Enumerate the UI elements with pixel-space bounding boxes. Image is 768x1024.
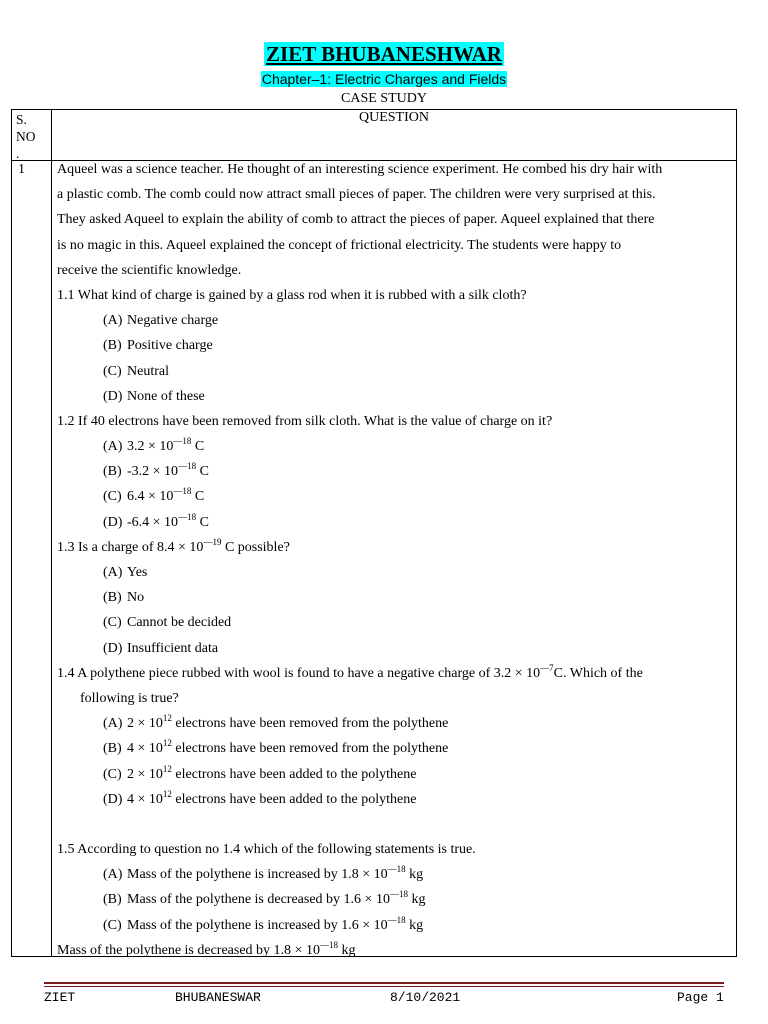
question-1-5: 1.5 According to question no 1.4 which of the following statements is true. [57, 842, 476, 858]
option: (B) $4 \times 10^{12}$ electrons have been removed from the polythene [103, 738, 449, 757]
question-table [11, 109, 737, 957]
column-divider [51, 110, 52, 956]
passage-line: Aqueel was a science teacher. He thought of an interesting science experiment. He combed his dry hair with [57, 162, 663, 177]
spacer [57, 812, 730, 837]
footer-rule [44, 986, 724, 987]
option: (B) Positive charge [103, 338, 213, 354]
option: (A) Mass of the polythene is increased by $1.8 \times 10^{—18}$ kg [103, 864, 424, 883]
row-number: 1 [18, 162, 25, 177]
option: (B) $-3.2 \times 10^{—18}$ C [103, 461, 209, 480]
option: (D) $-6.4 \times 10^{—18}$ C [103, 511, 209, 530]
option: (C) Mass of the polythene is increased by $1.6 \times 10^{—18}$ kg [103, 914, 424, 933]
question-header: QUESTION [359, 110, 429, 125]
question-1-1: 1.1 What kind of charge is gained by a glass rod when it is rubbed with a silk cloth? [57, 287, 527, 303]
option: (D) Insufficient data [103, 640, 219, 656]
case-study-heading: CASE STUDY [341, 91, 427, 106]
question-1-2: 1.2 If 40 electrons have been removed from silk cloth. What is the value of charge on it? [57, 413, 553, 429]
question-1-4-continued: following is true? [80, 690, 179, 706]
passage-line: They asked Aqueel to explain the ability of comb to attract the pieces of paper. Aqueel explained that there [57, 212, 655, 228]
option: (A) Negative charge [103, 313, 219, 329]
passage-line: receive the scientific knowledge. [57, 262, 242, 278]
option: (A) $2 \times 10^{12}$ electrons have been removed from the polythene [103, 713, 449, 732]
option: (B) Mass of the polythene is decreased by $1.6 \times 10^{—18}$ kg [103, 889, 426, 908]
footer-page: Page 1 [677, 990, 724, 1005]
footer-org: ZIET [44, 990, 76, 1005]
chapter-heading: Chapter–1: Electric Charges and Fields [261, 71, 507, 87]
footer-city: BHUBANESWAR [175, 990, 261, 1005]
option: Mass of the polythene is decreased by $1.8 \times 10^{—18}$ kg [57, 939, 356, 958]
question-1-4: 1.4 A polythene piece rubbed with wool is found to have a negative charge of $3.2 \times 10^{—7}C$. Which of the [57, 662, 643, 681]
passage-line: a plastic comb. The comb could now attract small pieces of paper. The children were very surprised at this. [57, 187, 656, 203]
option: (A) Yes [103, 565, 148, 580]
option: (C) $6.4 \times 10^{—18}$ C [103, 486, 205, 505]
option: (D) None of these [103, 388, 205, 404]
passage-line: is no magic in this. Aqueel explained the concept of frictional electricity. The students were happy to [57, 237, 622, 253]
option: (B) No [103, 590, 145, 606]
footer-rule [44, 982, 724, 984]
option: (C) $2 \times 10^{12}$ electrons have been added to the polythene [103, 763, 417, 782]
option: (D) $4 \times 10^{12}$ electrons have been added to the polythene [103, 788, 417, 807]
sno-header: S. NO . [16, 112, 36, 161]
option: (A) $3.2 \times 10^{—18}$ C [103, 436, 205, 455]
option: (C) Cannot be decided [103, 615, 232, 631]
option: (C) Neutral [103, 363, 169, 379]
footer-date: 8/10/2021 [390, 990, 461, 1005]
question-content [57, 157, 730, 963]
page-title: ZIET BHUBANESHWAR [266, 42, 502, 66]
question-1-3: 1.3 Is a charge of $8.4 \times 10^{—19}$ C possible? [57, 536, 290, 555]
